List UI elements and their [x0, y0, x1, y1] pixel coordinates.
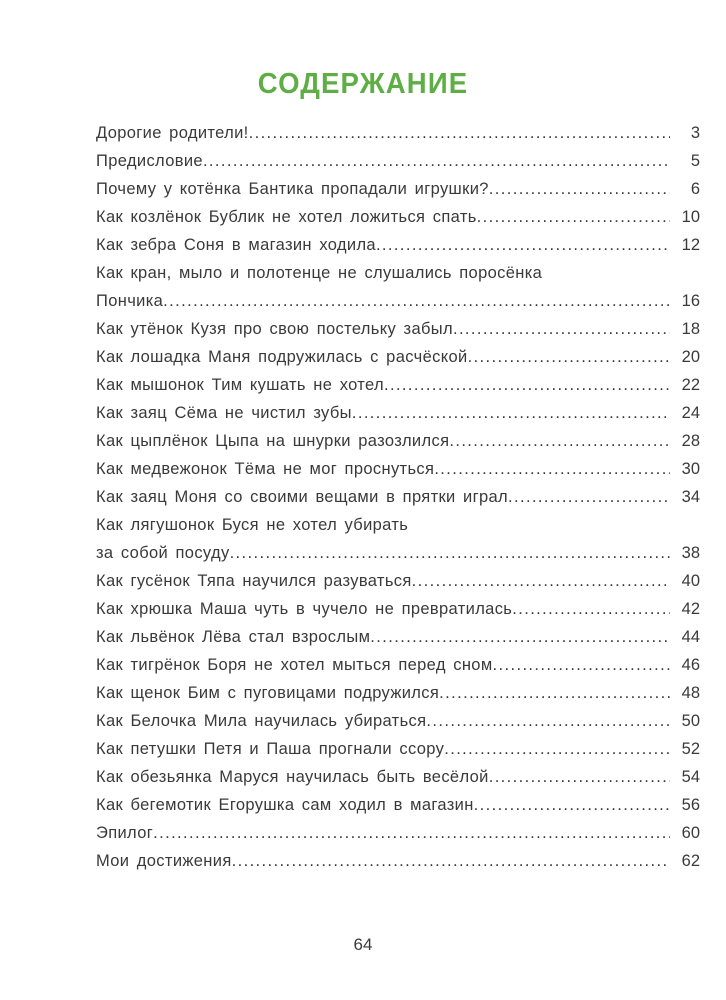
- toc-entry-page-number: 28: [681, 432, 700, 450]
- toc-entry-page-number: 5: [690, 152, 700, 170]
- toc-dot-leader: [384, 376, 670, 393]
- toc-dot-leader: [232, 852, 670, 869]
- toc-entry[interactable]: [96, 768, 700, 796]
- toc-entry-page-number: 3: [690, 124, 700, 142]
- toc-entry-page-number: 22: [681, 376, 700, 394]
- toc-dot-leader: [376, 236, 670, 253]
- toc-entry[interactable]: [96, 432, 700, 460]
- toc-entry-line: [96, 292, 700, 320]
- toc-entry-title: Как цыплёнок Цыпа на шнурки разозлился: [96, 432, 450, 450]
- toc-entry-page-number: 30: [681, 460, 700, 478]
- toc-entry-page-number: 16: [681, 292, 700, 310]
- toc-entry[interactable]: [96, 684, 700, 712]
- toc-entry-title: Как бегемотик Егорушка сам ходил в магазин: [96, 796, 474, 814]
- toc-entry-line: [96, 488, 700, 516]
- toc-entry[interactable]: [96, 124, 700, 152]
- toc-entry-title: Предисловие: [96, 152, 203, 170]
- toc-entry-line: [96, 432, 700, 460]
- toc-entry-title: Как Белочка Мила научилась убираться: [96, 712, 427, 730]
- toc-entry-line: [96, 180, 700, 208]
- toc-dot-leader: [434, 460, 670, 477]
- toc-entry[interactable]: [96, 516, 700, 572]
- toc-entry[interactable]: [96, 180, 700, 208]
- toc-entry[interactable]: [96, 740, 700, 768]
- toc-entry-title: Пончика: [96, 292, 164, 310]
- toc-entry-line: [96, 208, 700, 236]
- toc-entry-page-number: 44: [681, 628, 700, 646]
- toc-dot-leader: [230, 544, 670, 561]
- toc-entry-title: Как козлёнок Бублик не хотел ложиться спать: [96, 208, 477, 226]
- toc-entry-line: [96, 572, 700, 600]
- toc-dot-leader: [477, 208, 670, 225]
- toc-entry-line-continued: [96, 264, 700, 292]
- toc-entry-title: Как зебра Соня в магазин ходила: [96, 236, 376, 254]
- toc-dot-leader: [444, 740, 670, 757]
- toc-entry-title: Как заяц Сёма не чистил зубы: [96, 404, 352, 422]
- toc-entry-page-number: 6: [690, 180, 700, 198]
- toc-entry-line: [96, 544, 700, 572]
- toc-entry-title: Как мышонок Тим кушать не хотел: [96, 376, 384, 394]
- toc-entry[interactable]: [96, 824, 700, 852]
- toc-entry[interactable]: [96, 320, 700, 348]
- toc-dot-leader: [512, 600, 670, 617]
- toc-entry[interactable]: [96, 488, 700, 516]
- toc-dot-leader: [508, 488, 670, 505]
- toc-entry-page-number: 42: [681, 600, 700, 618]
- toc-entry-page-number: 52: [681, 740, 700, 758]
- table-of-contents: [96, 124, 700, 880]
- toc-entry-title: Эпилог: [96, 824, 154, 842]
- toc-dot-leader: [426, 712, 670, 729]
- toc-entry-title: Как медвежонок Тёма не мог проснуться: [96, 460, 435, 478]
- toc-entry[interactable]: [96, 572, 700, 600]
- toc-entry[interactable]: [96, 460, 700, 488]
- toc-entry-title: Как тигрёнок Боря не хотел мыться перед сном: [96, 656, 493, 674]
- toc-entry-title: Почему у котёнка Бантика пропадали игрушки?: [96, 180, 489, 198]
- toc-entry[interactable]: [96, 264, 700, 320]
- toc-entry[interactable]: [96, 208, 700, 236]
- toc-entry-page-number: 46: [681, 656, 700, 674]
- toc-entry-page-number: 54: [681, 768, 700, 786]
- toc-entry-page-number: 50: [681, 712, 700, 730]
- toc-dot-leader: [163, 292, 670, 309]
- toc-entry-line: [96, 740, 700, 768]
- toc-entry-title: Как утёнок Кузя про свою постельку забыл: [96, 320, 453, 338]
- toc-entry-line: [96, 796, 700, 824]
- toc-entry-line: [96, 348, 700, 376]
- toc-entry[interactable]: [96, 796, 700, 824]
- toc-entry-line: [96, 712, 700, 740]
- toc-dot-leader: [453, 320, 670, 337]
- toc-entry-title: Как лягушонок Буся не хотел убирать: [96, 516, 409, 534]
- toc-entry-title: Как хрюшка Маша чуть в чучело не превратилась: [96, 600, 513, 618]
- toc-entry-line: [96, 404, 700, 432]
- page-title: СОДЕРЖАНИЕ: [257, 68, 469, 100]
- toc-entry[interactable]: [96, 404, 700, 432]
- toc-entry-page-number: 38: [681, 544, 700, 562]
- toc-entry-line: [96, 320, 700, 348]
- toc-entry-line: [96, 656, 700, 684]
- toc-entry-title: Как обезьянка Маруся научилась быть весёлой: [96, 768, 489, 786]
- toc-dot-leader: [249, 124, 670, 141]
- toc-dot-leader: [412, 572, 670, 589]
- toc-entry-line: [96, 460, 700, 488]
- toc-entry-line: [96, 628, 700, 656]
- toc-entry-title: Как кран, мыло и полотенце не слушались поросёнка: [96, 264, 543, 282]
- toc-entry-page-number: 34: [681, 488, 700, 506]
- toc-dot-leader: [489, 768, 670, 785]
- toc-entry-line: [96, 236, 700, 264]
- toc-entry-page-number: 10: [681, 208, 700, 226]
- toc-dot-leader: [449, 432, 670, 449]
- toc-entry-title: Как гусёнок Тяпа научился разуваться: [96, 572, 412, 590]
- toc-entry-line: [96, 376, 700, 404]
- toc-entry[interactable]: [96, 348, 700, 376]
- toc-entry-page-number: 20: [681, 348, 700, 366]
- toc-dot-leader: [493, 656, 670, 673]
- page-number: 64: [353, 935, 373, 954]
- toc-entry-title: Как петушки Петя и Паша прогнали ссору: [96, 740, 445, 758]
- toc-entry-title: Как заяц Моня со своими вещами в прятки играл: [96, 488, 509, 506]
- toc-entry-line: [96, 600, 700, 628]
- toc-entry-line: [96, 124, 700, 152]
- toc-entry[interactable]: [96, 656, 700, 684]
- toc-entry[interactable]: [96, 152, 700, 180]
- toc-entry-line: [96, 768, 700, 796]
- toc-entry-title: за собой посуду: [96, 544, 230, 562]
- toc-entry[interactable]: [96, 712, 700, 740]
- toc-dot-leader: [468, 348, 670, 365]
- toc-entry-page-number: 62: [681, 852, 700, 870]
- toc-entry-line-continued: [96, 516, 700, 544]
- toc-entry-page-number: 24: [681, 404, 700, 422]
- toc-entry-page-number: 12: [681, 236, 700, 254]
- toc-entry-page-number: 60: [681, 824, 700, 842]
- toc-entry-line: [96, 152, 700, 180]
- toc-dot-leader: [352, 404, 670, 421]
- toc-entry-page-number: 18: [681, 320, 700, 338]
- toc-entry[interactable]: [96, 600, 700, 628]
- toc-entry-page-number: 56: [681, 796, 700, 814]
- toc-entry[interactable]: [96, 236, 700, 264]
- toc-dot-leader: [153, 824, 670, 841]
- toc-entry-title: Как щенок Бим с пуговицами подружился: [96, 684, 440, 702]
- toc-entry[interactable]: [96, 628, 700, 656]
- toc-entry-line: [96, 824, 700, 852]
- toc-entry-page-number: 40: [681, 572, 700, 590]
- toc-entry-title: Дорогие родители!: [96, 124, 249, 142]
- toc-entry-title: Мои достижения: [96, 852, 232, 870]
- toc-dot-leader: [203, 152, 670, 169]
- toc-entry-page-number: 48: [681, 684, 700, 702]
- toc-entry[interactable]: [96, 376, 700, 404]
- toc-entry-title: Как львёнок Лёва стал взрослым: [96, 628, 371, 646]
- toc-dot-leader: [474, 796, 670, 813]
- toc-dot-leader: [370, 628, 670, 645]
- toc-entry-line: [96, 684, 700, 712]
- toc-entry-title: Как лошадка Маня подружилась с расчёской: [96, 348, 468, 366]
- toc-entry[interactable]: [96, 852, 700, 880]
- toc-entry-line: [96, 852, 700, 880]
- toc-dot-leader: [439, 684, 670, 701]
- toc-dot-leader: [489, 180, 670, 197]
